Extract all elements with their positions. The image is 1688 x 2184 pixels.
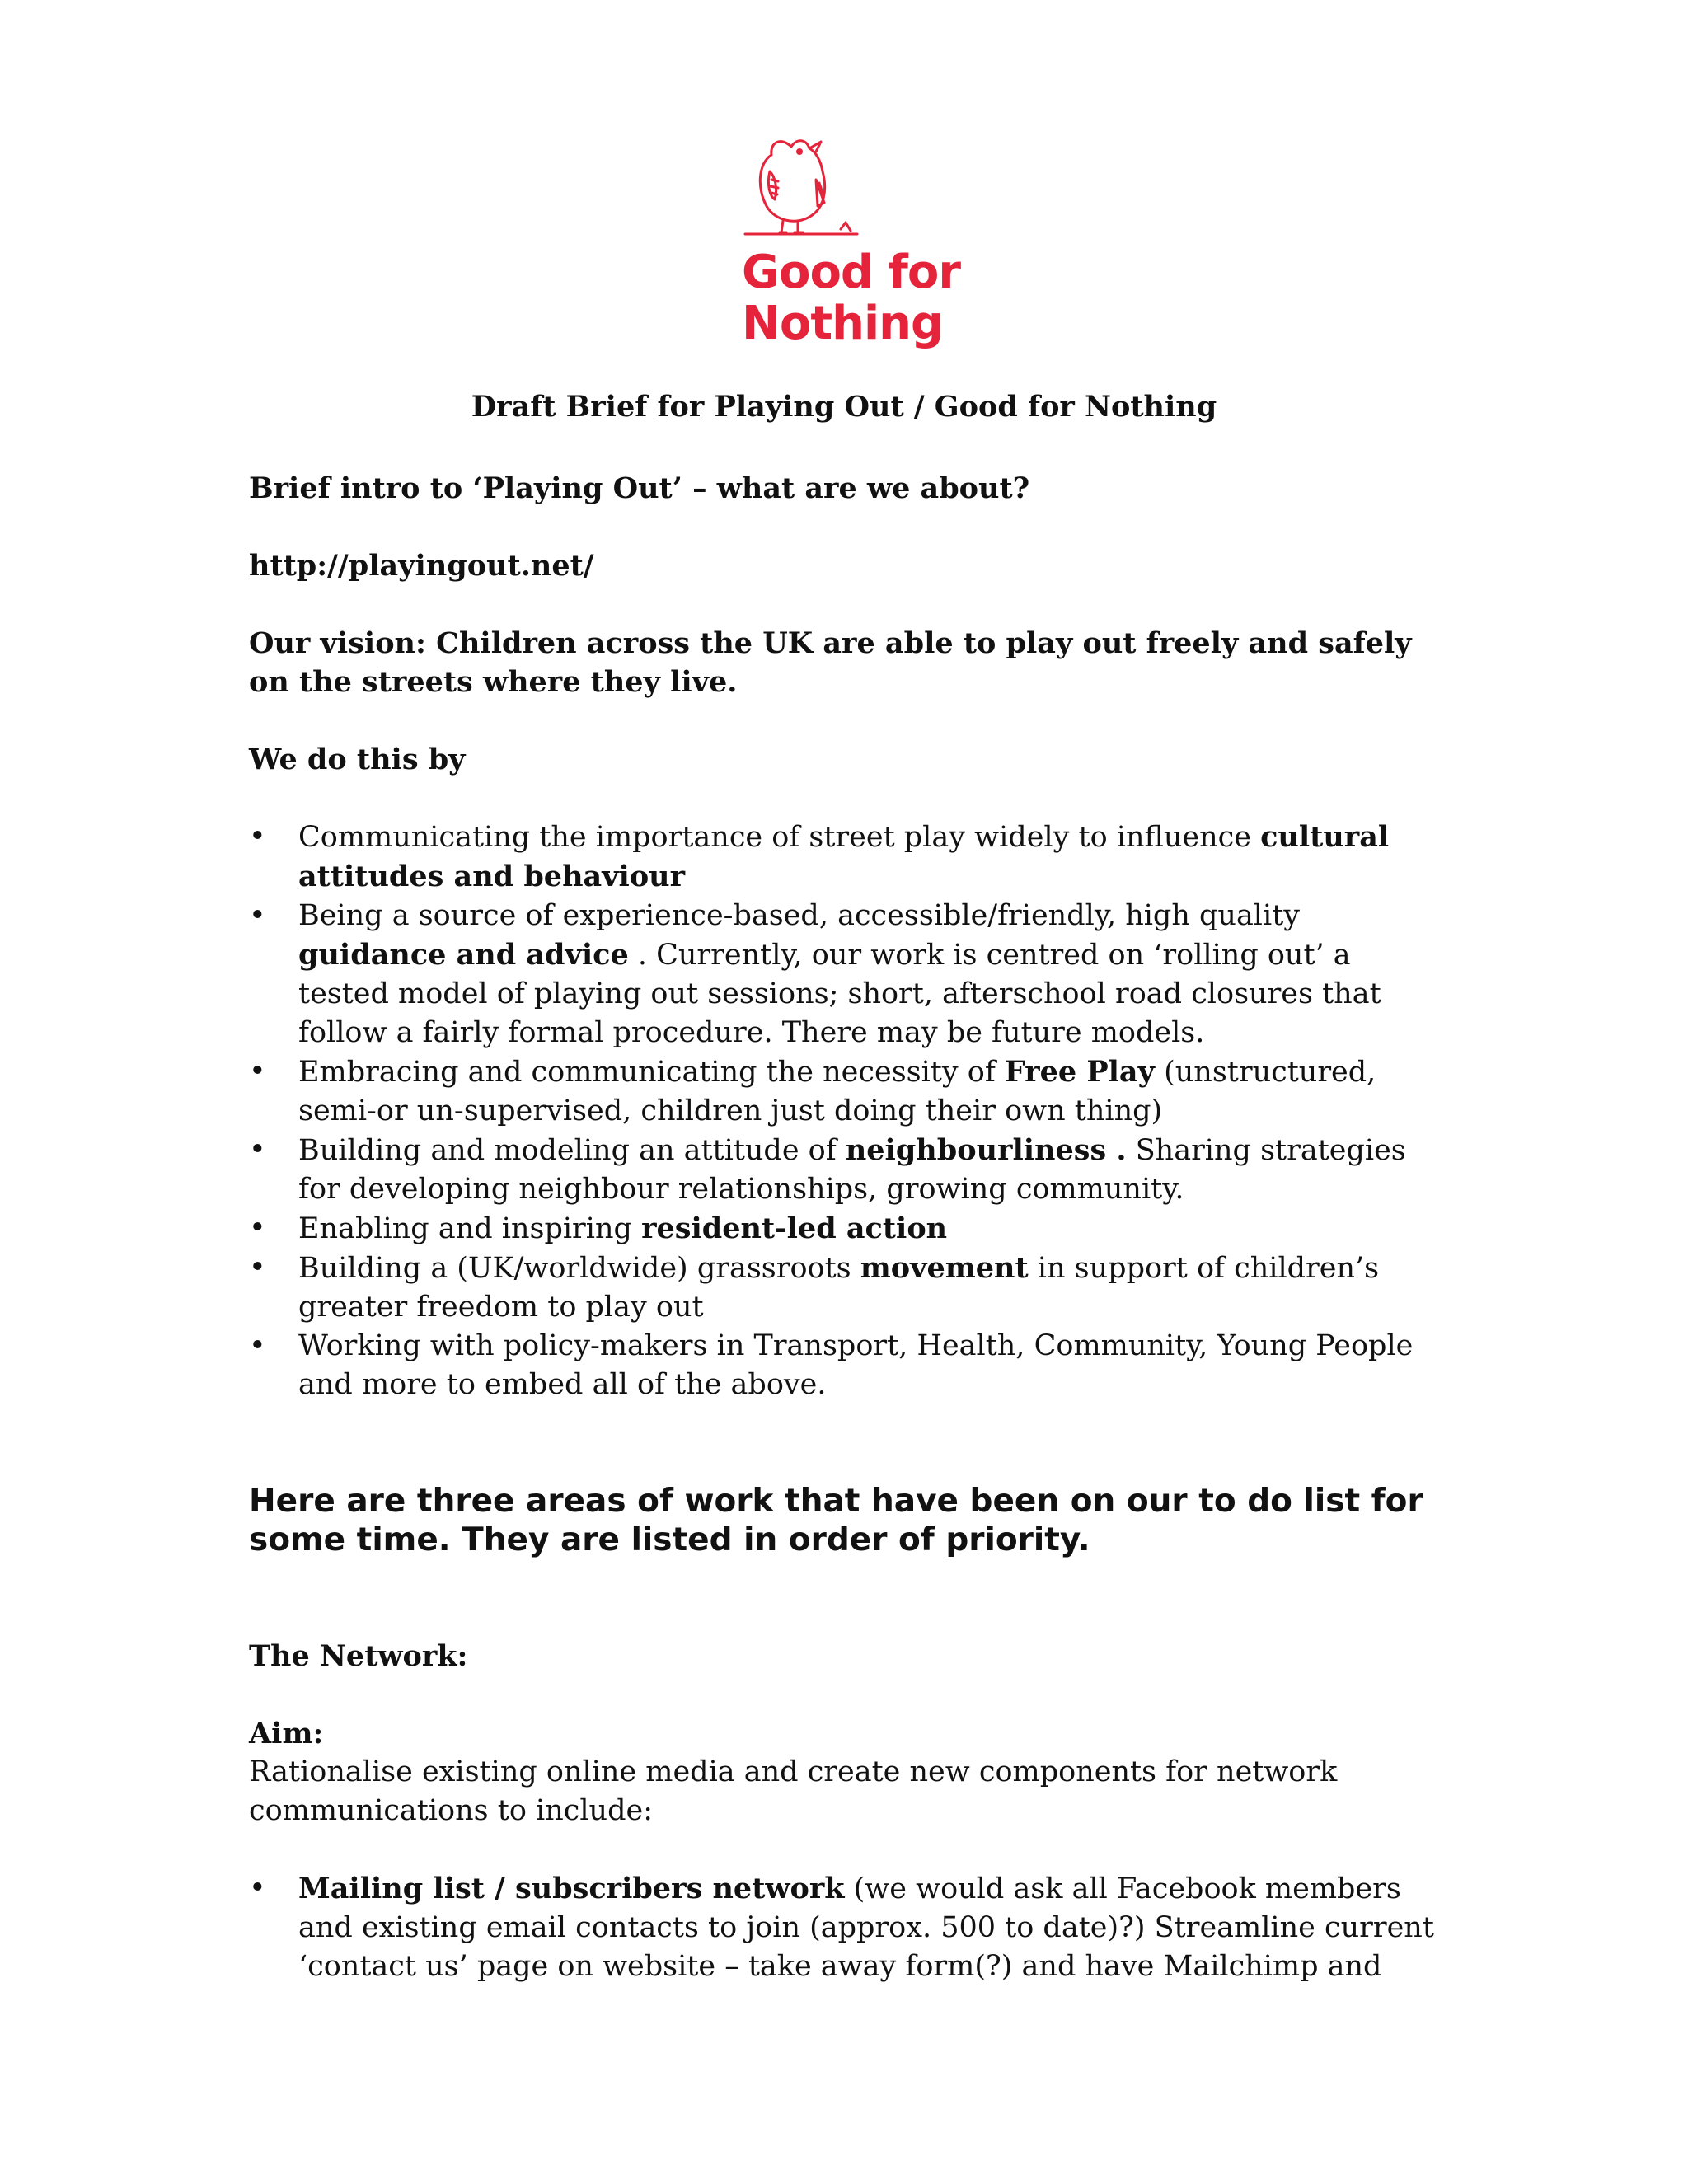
bullet-icon: • bbox=[249, 1212, 266, 1244]
list-item: • Mailing list / subscribers network (we would ask all Facebook members and existing email contacts to join (approx. 500 to date)?) Streamline current ‘contact us’ page on website – take away form(?) and have Mailchimp and bbox=[249, 1869, 1444, 1986]
bullet-icon: • bbox=[249, 1251, 266, 1284]
aim-label: Aim: bbox=[249, 1717, 324, 1750]
document-body bbox=[249, 387, 1444, 1986]
website-url: http://playingout.net/ bbox=[249, 549, 594, 583]
good-for-nothing-logo bbox=[709, 124, 1006, 371]
logo-line-2: Nothing bbox=[742, 297, 944, 350]
priority-areas-heading: Here are three areas of work that have been on our to do list for some time. They are listed in order of priority. bbox=[249, 1483, 1423, 1558]
network-heading: The Network: bbox=[249, 1639, 468, 1673]
aim-text: Rationalise existing online media and create new components for network communications to include: bbox=[249, 1755, 1338, 1827]
list-item: • Enabling and inspiring resident-led action bbox=[249, 1209, 1444, 1249]
list-item: • Being a source of experience-based, accessible/friendly, high quality guidance and advice . Currently, our work is centred on ‘rolling out’ a tested model of playing out sessions; short, afterschool road closures that follow a fairly formal procedure. There may be future models. bbox=[249, 897, 1444, 1052]
logo-line-1: Good for bbox=[742, 246, 960, 299]
list-item: • Building a (UK/worldwide) grassroots movement in support of children’s greater freedom to play out bbox=[249, 1249, 1444, 1327]
list-item: • Embracing and communicating the necessity of Free Play (unstructured, semi-or un-supervised, children just doing their own thing) bbox=[249, 1052, 1444, 1131]
bullet-icon: • bbox=[249, 1055, 266, 1088]
intro-heading: Brief intro to ‘Playing Out’ – what are we about? bbox=[249, 471, 1030, 505]
vision-statement: Our vision: Children across the UK are able to play out freely and safely on the streets where they live. bbox=[249, 626, 1412, 699]
list-item: • Building and modeling an attitude of neighbourliness . Sharing strategies for developing neighbour relationships, growing community. bbox=[249, 1131, 1444, 1209]
bullet-icon: • bbox=[249, 1133, 266, 1166]
document-title: Draft Brief for Playing Out / Good for Nothing bbox=[471, 390, 1217, 424]
bullet-icon: • bbox=[249, 1329, 266, 1362]
logo-wordmark bbox=[742, 247, 960, 349]
list-item: • Working with policy-makers in Transport, Health, Community, Young People and more to embed all of the above. bbox=[249, 1327, 1444, 1404]
activities-list bbox=[249, 818, 1444, 1404]
bullet-icon: • bbox=[249, 820, 266, 853]
bullet-icon: • bbox=[249, 1872, 266, 1905]
we-do-this-by-heading: We do this by bbox=[249, 743, 466, 776]
bullet-icon: • bbox=[249, 899, 266, 932]
list-item: • Communicating the importance of street play widely to influence cultural attitudes and behaviour bbox=[249, 818, 1444, 897]
bird-icon bbox=[742, 130, 865, 246]
network-components-list bbox=[249, 1869, 1444, 1986]
